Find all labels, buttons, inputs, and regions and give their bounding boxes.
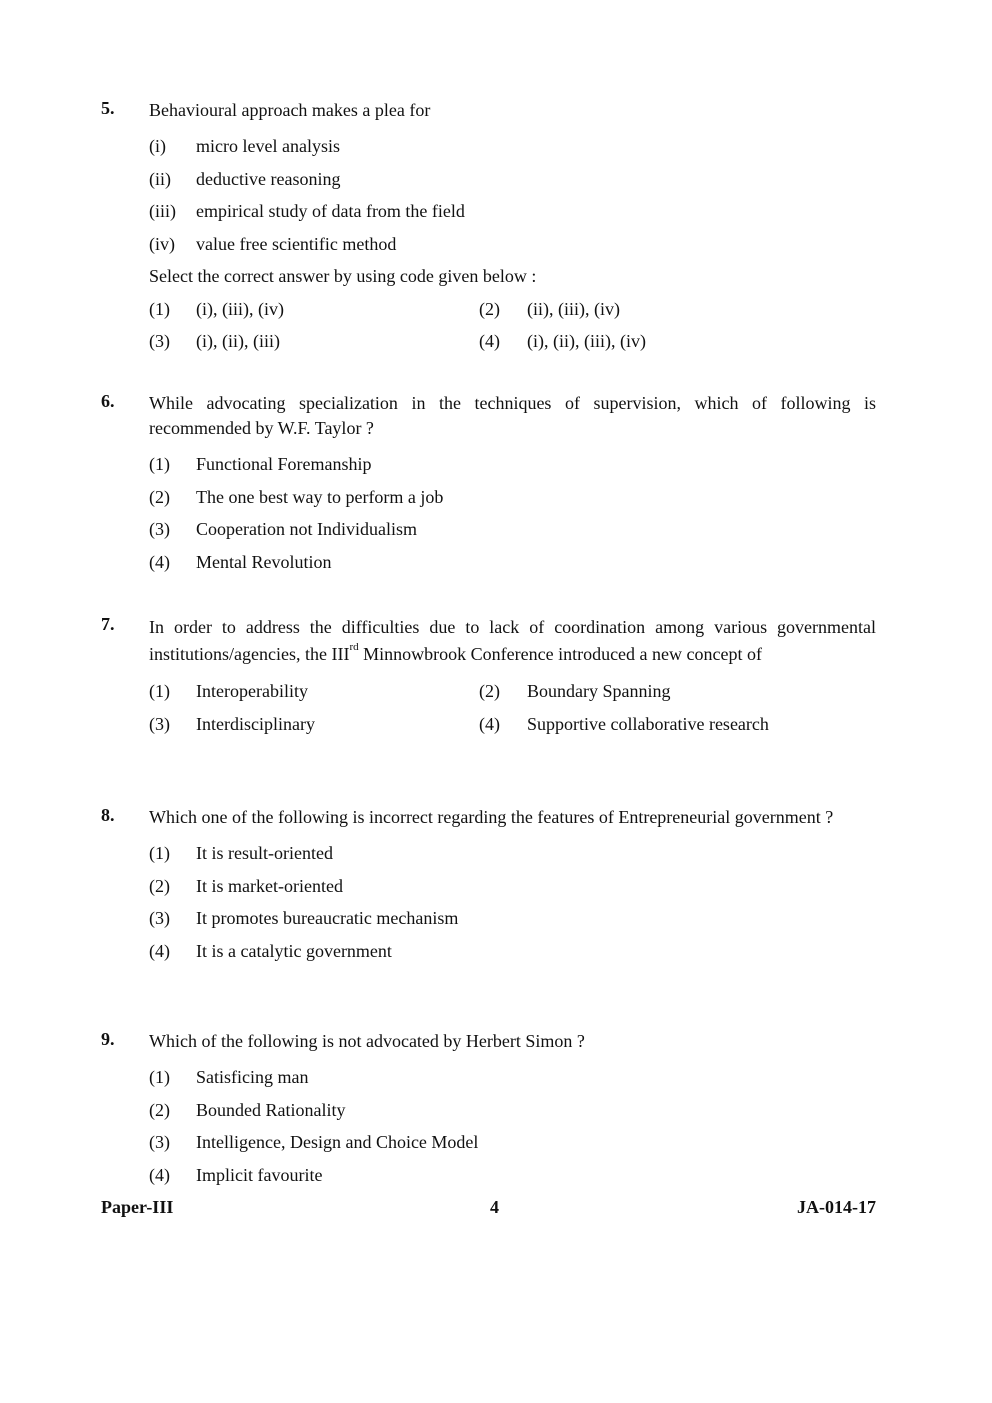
question-5 (101, 98, 876, 358)
question-number: 6. (101, 391, 115, 411)
option-row (149, 325, 876, 358)
option-label: (4) (149, 940, 170, 961)
option-item (149, 870, 876, 903)
question-text (149, 614, 876, 668)
statement-label: (iv) (149, 233, 175, 254)
option-row (149, 293, 876, 326)
option-label: (2) (479, 681, 500, 701)
option-text: The one best way to perform a job (196, 486, 444, 507)
question-6 (101, 391, 876, 578)
statement-text: deductive reasoning (196, 168, 341, 189)
question-number: 7. (101, 614, 115, 634)
option-item (149, 1094, 876, 1127)
option-item (149, 513, 876, 546)
option-item (149, 902, 876, 935)
option-text: (i), (iii), (iv) (196, 298, 284, 319)
option-item (149, 1126, 876, 1159)
option-text: Implicit favourite (196, 1164, 323, 1185)
statement-label: (iii) (149, 201, 176, 221)
question-text: Which one of the following is incorrect regarding the features of Entrepreneurial government ? (149, 807, 834, 827)
option-label: (3) (149, 713, 170, 734)
question-text-part: In order to address the difficulties due to lack of coordination among various governmental institutions/agencies, the III (149, 617, 876, 664)
statement-text: value free scientific method (196, 233, 397, 254)
statement-item (149, 228, 876, 261)
statement-label: (ii) (149, 168, 171, 189)
question-7 (101, 614, 876, 740)
page-number: 4 (490, 1197, 499, 1217)
question-number: 5. (101, 98, 115, 118)
option-label: (2) (479, 298, 500, 319)
option-label: (3) (149, 519, 170, 539)
question-8 (101, 805, 876, 967)
option-row (149, 708, 876, 741)
option-item (149, 1159, 876, 1192)
option-label: (1) (149, 1067, 170, 1087)
statement-text: micro level analysis (196, 136, 340, 156)
answer-instruction: Select the correct answer by using code given below : (149, 266, 537, 286)
option-text: It promotes bureaucratic mechanism (196, 908, 459, 928)
option-text: Satisficing man (196, 1067, 309, 1087)
option-label: (4) (149, 1164, 170, 1185)
question-text: Behavioural approach makes a plea for (149, 100, 431, 120)
option-row (149, 675, 876, 708)
statement-item (149, 195, 876, 228)
option-label: (1) (149, 298, 170, 319)
option-text: Supportive collaborative research (527, 713, 769, 734)
option-item (149, 1061, 876, 1094)
option-text: (i), (ii), (iii) (196, 331, 280, 351)
option-label: (3) (149, 1132, 170, 1152)
paper-code: JA-014-17 (797, 1197, 876, 1217)
ordinal-superscript: rd (349, 641, 359, 653)
option-text: It is a catalytic government (196, 940, 392, 961)
question-text: Which of the following is not advocated by Herbert Simon ? (149, 1031, 585, 1051)
page-footer (101, 1197, 876, 1219)
option-text: Mental Revolution (196, 551, 332, 572)
option-item (149, 837, 876, 870)
option-label: (1) (149, 681, 170, 701)
option-label: (2) (149, 486, 170, 507)
question-number: 8. (101, 805, 115, 825)
option-text: It is market-oriented (196, 875, 343, 896)
option-item (149, 448, 876, 481)
option-item (149, 481, 876, 514)
option-item (149, 546, 876, 579)
question-9 (101, 1029, 876, 1191)
question-text: While advocating specialization in the techniques of supervision, which of following is recommended by W.F. Taylor ? (149, 393, 876, 438)
option-text: Intelligence, Design and Choice Model (196, 1132, 479, 1152)
option-label: (3) (149, 331, 170, 351)
paper-label: Paper-III (101, 1197, 174, 1217)
option-label: (1) (149, 843, 170, 863)
option-label: (2) (149, 875, 170, 896)
option-text: Functional Foremanship (196, 454, 372, 474)
option-label: (3) (149, 908, 170, 928)
option-text: Bounded Rationality (196, 1099, 346, 1120)
option-text: (ii), (iii), (iv) (527, 298, 620, 319)
option-text: Interoperability (196, 681, 308, 701)
option-text: Interdisciplinary (196, 713, 315, 734)
statement-text: empirical study of data from the field (196, 201, 465, 221)
option-label: (4) (479, 331, 500, 351)
statement-item (149, 163, 876, 196)
option-label: (4) (479, 713, 500, 734)
statement-item (149, 130, 876, 163)
statement-label: (i) (149, 136, 166, 156)
question-number: 9. (101, 1029, 115, 1049)
option-text: It is result-oriented (196, 843, 333, 863)
option-label: (4) (149, 551, 170, 572)
option-text: (i), (ii), (iii), (iv) (527, 331, 646, 351)
question-text-part: Minnowbrook Conference introduced a new concept of (358, 644, 762, 664)
option-text: Boundary Spanning (527, 681, 671, 701)
option-item (149, 935, 876, 968)
option-text: Cooperation not Individualism (196, 519, 417, 539)
option-label: (1) (149, 454, 170, 474)
option-label: (2) (149, 1099, 170, 1120)
